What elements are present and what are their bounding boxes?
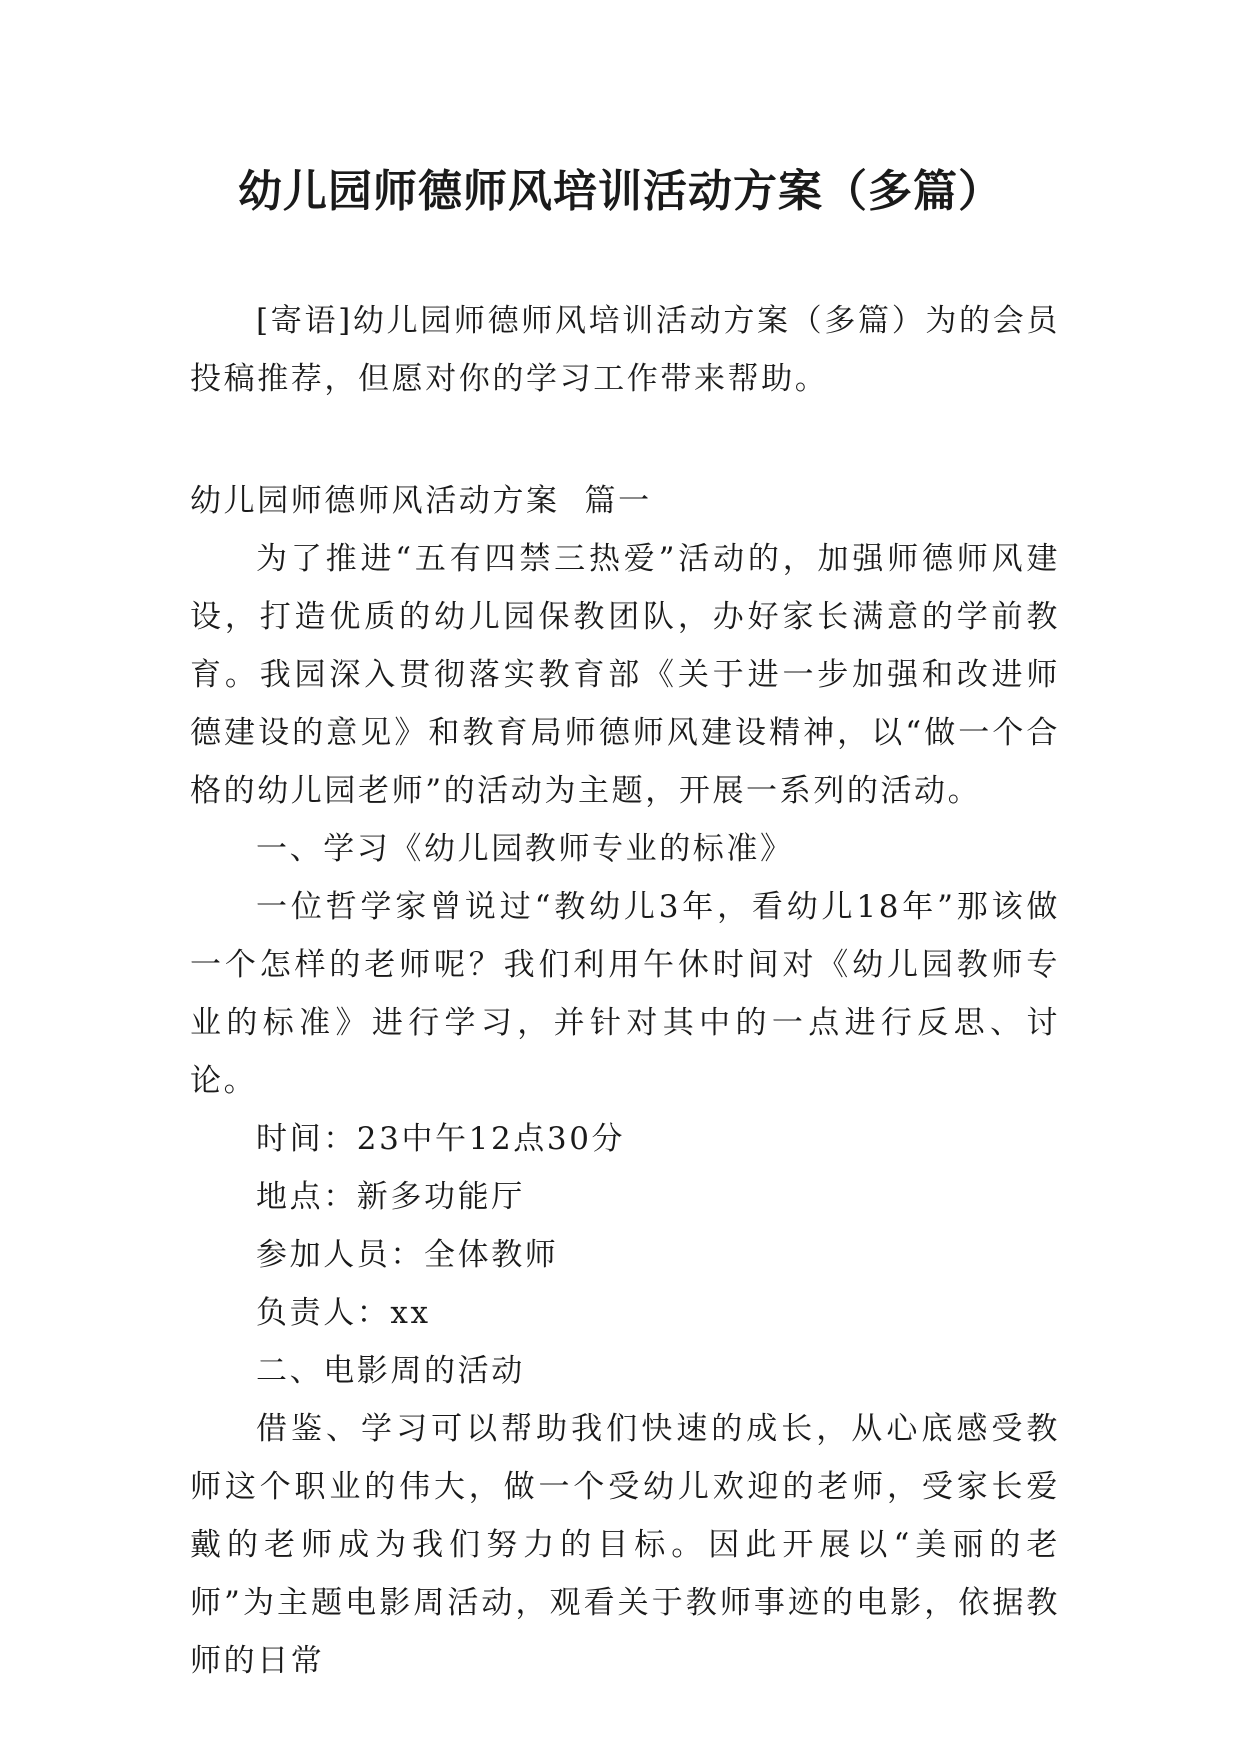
- document-title: 幼儿园师德师风培训活动方案（多篇）: [238, 166, 1003, 217]
- intro-paragraph: [寄语]幼儿园师德师风培训活动方案（多篇）为的会员投稿推荐，但愿对你的学习工作带来帮助。: [190, 303, 1060, 397]
- schedule-participants: 参加人员：全体教师: [256, 1237, 559, 1273]
- subheading-movie-week: 二、电影周的活动: [256, 1353, 525, 1389]
- schedule-time: 时间：23中午12点30分: [256, 1121, 626, 1157]
- body-paragraph: 为了推进“五有四禁三热爱”活动的，加强师德师风建设，打造优质的幼儿园保教团队，办好家长满意的学前教育。我园深入贯彻落实教育部《关于进一步加强和改进师德建设的意见》和教育局师德师风建设精神，以“做一个合格的幼儿园老师”的活动为主题，开展一系列的活动。: [190, 541, 1060, 809]
- body-paragraph: 一位哲学家曾说过“教幼儿3年，看幼儿18年”那该做一个怎样的老师呢？我们利用午休时间对《幼儿园教师专业的标准》进行学习，并针对其中的一点进行反思、讨论。: [190, 889, 1060, 1099]
- subheading-study-standard: 一、学习《幼儿园教师专业的标准》: [256, 831, 794, 867]
- schedule-location: 地点：新多功能厅: [256, 1179, 525, 1215]
- body-paragraph: 借鉴、学习可以帮助我们快速的成长，从心底感受教师这个职业的伟大，做一个受幼儿欢迎的老师，受家长爱戴的老师成为我们努力的目标。因此开展以“美丽的老师”为主题电影周活动，观看关于教师事迹的电影，依据教师的日常: [190, 1411, 1060, 1679]
- section-heading: 幼儿园师德师风活动方案 篇一: [190, 483, 652, 519]
- document-body: [190, 292, 1060, 1690]
- schedule-responsible: 负责人：xx: [256, 1295, 431, 1331]
